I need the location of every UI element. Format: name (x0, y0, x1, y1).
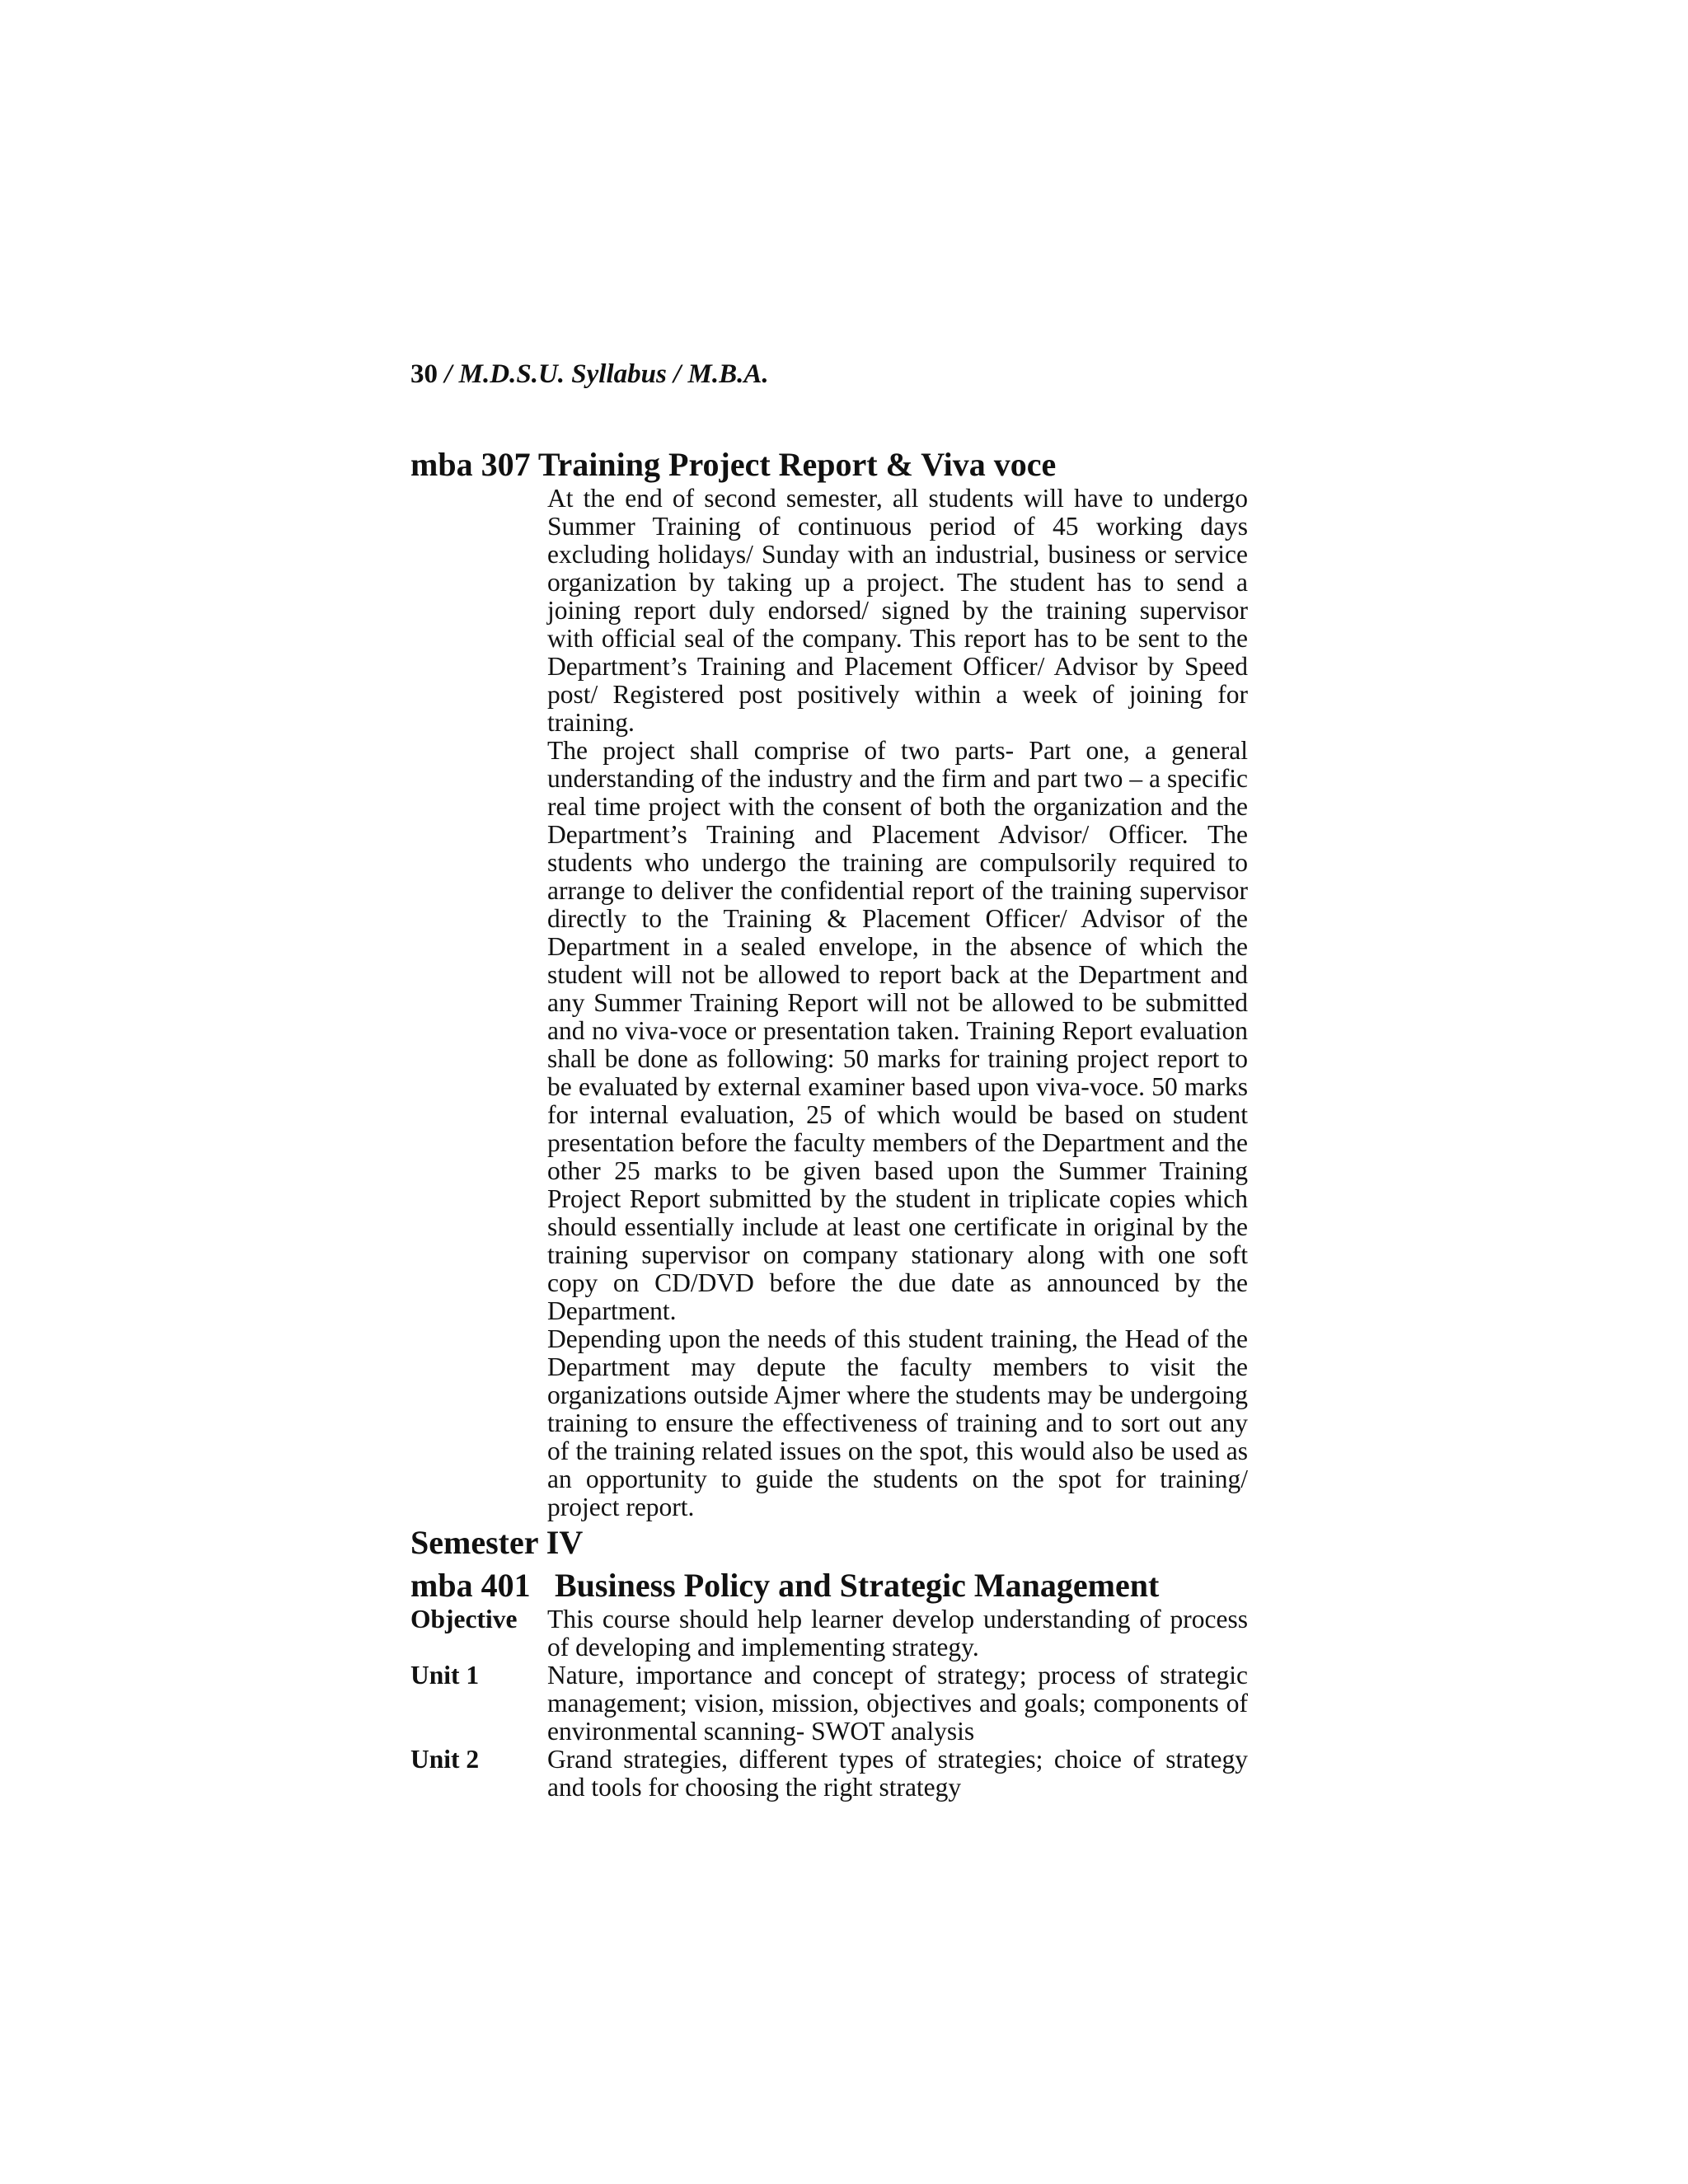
page-number: 30 (410, 359, 438, 389)
row-text: This course should help learner develop understanding of process of developing and implementing strategy. (547, 1605, 1248, 1661)
row-label: Unit 1 (410, 1661, 480, 1690)
course-307-paragraph: At the end of second semester, all students will have to undergo Summer Training of continuous period of 45 working days excluding holidays/ Sunday with an industrial, business or service organization by taking up a project. The student has to send a joining report duly endorsed/ signed by the training supervisor with official seal of the company. This report has to be sent to the Department’s Training and Placement Officer/ Advisor by Speed post/ Registered post positively within a week of joining for training. (547, 484, 1248, 737)
row-text: Nature, importance and concept of strategy; process of strategic management; vision, mission, objectives and goals; components of environmental scanning- SWOT analysis (547, 1661, 1248, 1746)
syllabus-row-unit-2 (410, 1746, 1251, 1802)
course-mba-307 (410, 445, 1251, 1521)
course-307-heading: mba 307 Training Project Report & Viva voce (410, 446, 1057, 483)
semester-heading: Semester IV (410, 1524, 584, 1561)
course-307-body (547, 485, 1248, 1521)
running-head (410, 359, 769, 390)
row-text: Grand strategies, different types of strategies; choice of strategy and tools for choosing the right strategy (547, 1745, 1248, 1802)
course-307-paragraph: Depending upon the needs of this student training, the Head of the Department may depute the faculty members to visit the organizations outside Ajmer where the students may be undergoing training to ensure the effectiveness of training and to sort out any of the training related issues on the spot, this would also be used as an opportunity to guide the students on the spot for training/ project report. (547, 1324, 1248, 1521)
course-401-title: Business Policy and Strategic Management (555, 1567, 1160, 1604)
course-mba-401 (410, 1566, 1251, 1802)
row-label: Objective (410, 1605, 518, 1633)
course-307-paragraph: The project shall comprise of two parts- Part one, a general understanding of the industry and the firm and part two – a specific real time project with the consent of both the organization and the Department’s Training and Placement Advisor/ Officer. The students who undergo the training are compulsorily required to arrange to deliver the confidential report of the training supervisor directly to the Training & Placement Officer/ Advisor of the Department in a sealed envelope, in the absence of which the student will not be allowed to report back at the Department and any Summer Training Report will not be allowed to be submitted and no viva-voce or presentation taken. Training Report evaluation shall be done as following: 50 marks for training project report to be evaluated by external examiner based upon viva-voce. 50 marks for internal evaluation, 25 of which would be based on student presentation before the faculty members of the Department and the other 25 marks to be given based upon the Summer Training Project Report submitted by the student in triplicate copies which should essentially include at least one certificate in original by the training supervisor on company stationary along with one soft copy on CD/DVD before the due date as announced by the Department. (547, 736, 1248, 1325)
running-title: / M.D.S.U. Syllabus / M.B.A. (444, 359, 769, 389)
course-401-heading (410, 1566, 1251, 1605)
syllabus-row-unit-1 (410, 1661, 1251, 1746)
course-401-code: mba 401 (410, 1567, 531, 1604)
syllabus-row-objective (410, 1605, 1251, 1661)
row-label: Unit 2 (410, 1745, 480, 1774)
